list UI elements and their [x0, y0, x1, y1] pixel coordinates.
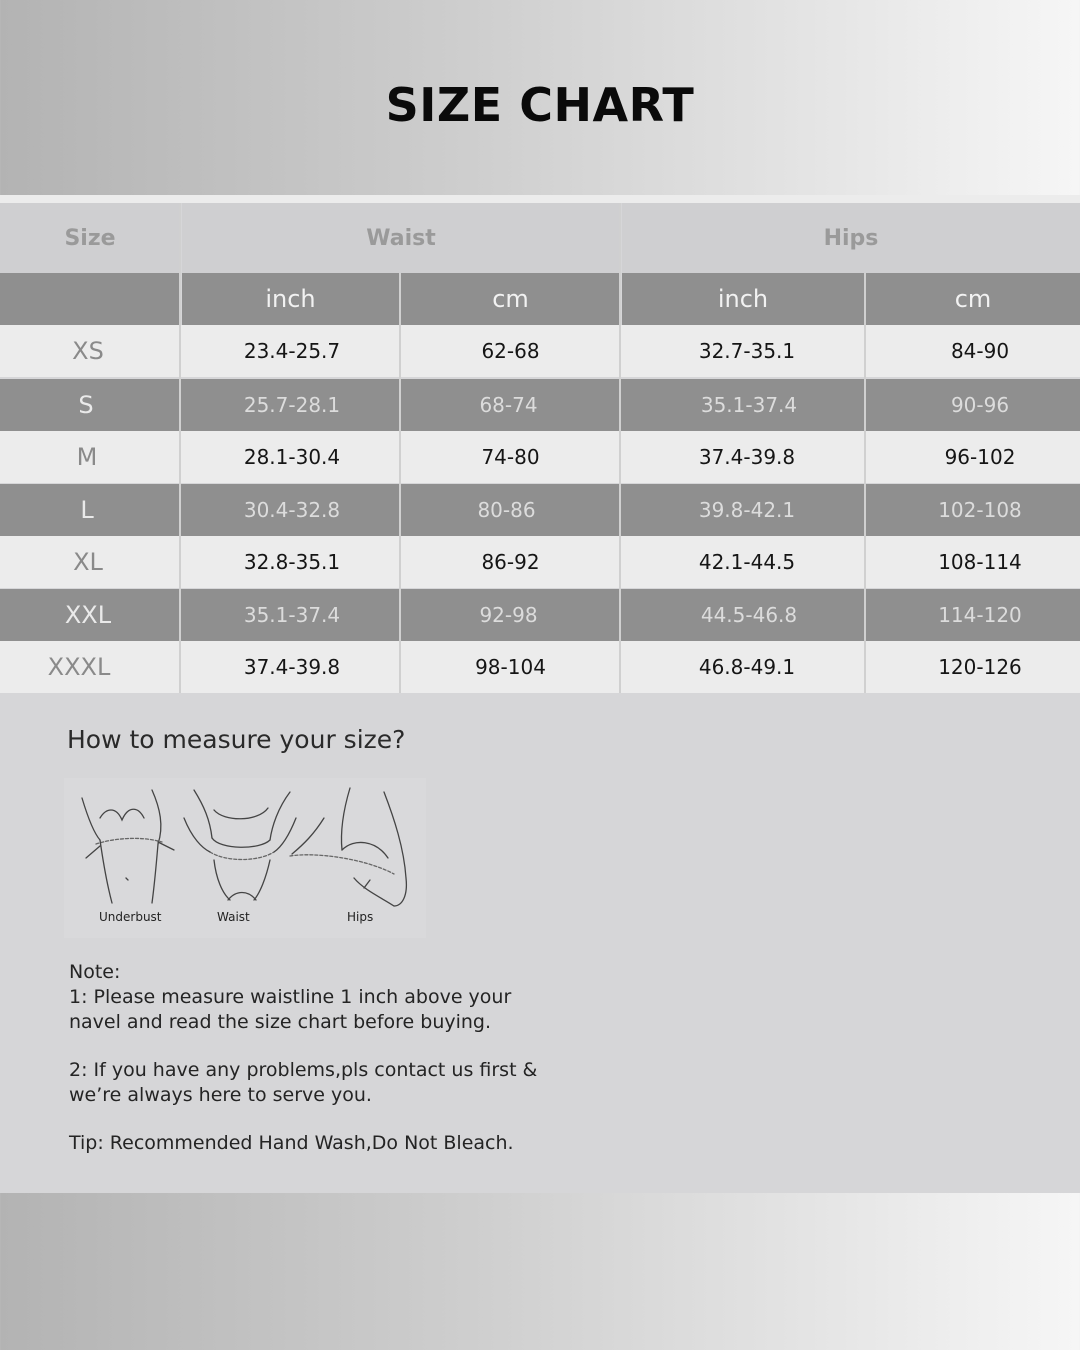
size-label: M: [76, 443, 98, 471]
hips-inch-value: 44.5-46.8: [700, 603, 798, 627]
header-size: Size: [0, 203, 180, 273]
hips-cm-value: 90-96: [950, 393, 1010, 417]
subheader-size-blank: [0, 273, 180, 325]
header-hips: Hips: [622, 203, 1080, 273]
waist-cm-value: 68-74: [479, 393, 538, 417]
size-label: XXL: [64, 601, 112, 629]
hips-inch-value: 42.1-44.5: [698, 550, 796, 574]
waist-inch-value: 32.8-35.1: [243, 550, 341, 574]
waist-cm-value: 92-98: [479, 603, 538, 627]
hips-inch-value: 39.8-42.1: [698, 498, 796, 522]
waist-cm-value: 62-68: [481, 339, 540, 363]
note-line: we’re always here to serve you.: [69, 1084, 372, 1106]
hips-cm-value: 96-102: [944, 445, 1016, 469]
measurement-illustrations: [64, 778, 426, 938]
note-line: 1: Please measure waistline 1 inch above your: [69, 986, 512, 1008]
hips-cm-value: 102-108: [938, 498, 1022, 522]
waist-inch-value: 23.4-25.7: [243, 339, 341, 363]
waist-inch-value: 28.1-30.4: [243, 445, 341, 469]
hips-inch-value: 32.7-35.1: [698, 339, 796, 363]
subheader-hips-inch: inch: [622, 273, 864, 325]
column-divider: [179, 203, 181, 693]
column-divider: [619, 203, 621, 693]
note-heading: Note:: [69, 961, 121, 983]
panel-top-border: [0, 195, 1080, 203]
figure-label-underbust: Underbust: [99, 910, 162, 924]
figure-label-waist: Waist: [217, 910, 250, 924]
waist-inch-value: 30.4-32.8: [243, 498, 341, 522]
hips-cm-value: 84-90: [950, 339, 1010, 363]
page-title: SIZE CHART: [385, 78, 695, 132]
subheader-hips-cm: cm: [866, 273, 1080, 325]
hips-inch-value: 35.1-37.4: [700, 393, 798, 417]
note-line: navel and read the size chart before buying.: [69, 1011, 492, 1033]
waist-inch-value: 25.7-28.1: [243, 393, 341, 417]
waist-cm-value: 80-86: [477, 498, 536, 522]
measure-heading: How to measure your size?: [67, 725, 406, 754]
size-label: S: [78, 391, 94, 419]
note-line: 2: If you have any problems,pls contact us first &: [69, 1059, 538, 1081]
column-divider: [399, 273, 401, 693]
figure-label-hips: Hips: [347, 910, 374, 924]
hips-inch-value: 46.8-49.1: [698, 655, 796, 679]
header-waist: Waist: [182, 203, 620, 273]
size-label: XL: [73, 548, 103, 576]
hips-cm-value: 108-114: [938, 550, 1022, 574]
waist-cm-value: 98-104: [475, 655, 546, 679]
care-tip: Tip: Recommended Hand Wash,Do Not Bleach.: [69, 1132, 514, 1154]
size-label: XS: [72, 337, 104, 365]
hips-inch-value: 37.4-39.8: [698, 445, 796, 469]
column-divider: [864, 273, 866, 693]
size-label: XXXL: [47, 653, 111, 681]
waist-inch-value: 37.4-39.8: [243, 655, 341, 679]
hips-cm-value: 114-120: [938, 603, 1022, 627]
hips-cm-value: 120-126: [938, 655, 1022, 679]
subheader-waist-inch: inch: [182, 273, 399, 325]
waist-cm-value: 86-92: [481, 550, 540, 574]
subheader-waist-cm: cm: [401, 273, 620, 325]
waist-cm-value: 74-80: [481, 445, 540, 469]
waist-inch-value: 35.1-37.4: [243, 603, 341, 627]
size-label: L: [80, 496, 94, 524]
